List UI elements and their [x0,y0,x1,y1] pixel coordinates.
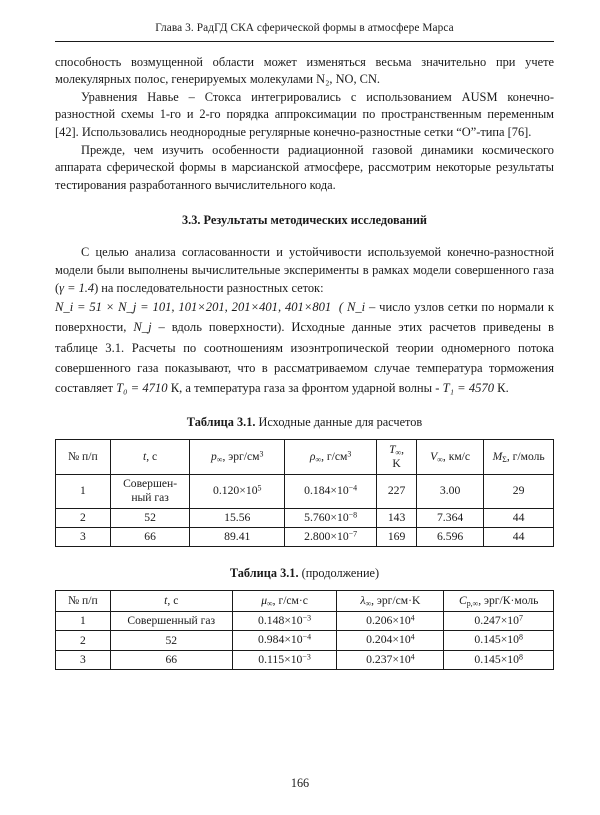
t0-unit-text: К, а температура газа за фронтом ударной волны - [170,380,440,395]
table2-col-heatcapacity-unit: , эрг/К·моль [478,594,539,608]
table2-col-conductivity-sub: ∞ [365,599,372,609]
table2-r1-viscosity [232,631,337,650]
table2-r0-viscosity [232,612,337,631]
grid-sequence-formula [55,300,331,314]
table2-r2-conductivity-exp: 4 [410,652,415,662]
table2-caption [55,566,554,581]
table-row [56,631,554,650]
table-row [56,612,554,631]
table1-caption-text: Исходные данные для расчетов [258,414,423,429]
table1-r2-density [285,527,377,546]
table2-r0-heatcapacity [444,612,554,631]
table-row [56,650,554,669]
table1-r1-pressure [190,508,285,527]
table1-col-time [110,439,190,474]
table2-col-time-unit: , с [167,594,179,608]
table1-r2-time: 66 [110,527,190,546]
table2-r2-conductivity-mantissa: 0.237×10 [366,652,411,666]
table1-r0-pressure-exp: 5 [257,483,262,493]
table1-r0-index: 1 [56,475,111,508]
paragraph-2: Уравнения Навье – Стокса интегрировались с использованием AUSM конечно-разностной схемы 1-го и 2-го порядка аппроксимации по пространственным переменным [42]. Использовались неоднородные регулярные конечно-разностные сетки “O”-типа [76]. [55,89,554,139]
table1-col-index [56,439,111,474]
table1-r0-pressure-mantissa: 0.120×10 [212,484,258,498]
table1-r1-density-mantissa: 5.760×10 [304,510,349,524]
table-row [56,508,554,527]
paragraph-3: Прежде, чем изучить особенности радиационной газовой динамики космического аппарата сферической формы в марсианской атмосфере, рассмотрим некоторые результаты тестирования разработанного вычислительного кода. [55,142,554,192]
table2-r0-conductivity [337,612,444,631]
table-row [56,475,554,508]
table2-col-conductivity [337,591,444,612]
table2-col-heatcapacity [444,591,554,612]
table2-r1-heatcapacity-mantissa: 0.145×10 [474,633,519,647]
table2-caption-label: Таблица 3.1. [229,566,299,581]
table2-col-viscosity-sym: μ [261,594,268,608]
table1-col-time-sym: t [143,450,147,464]
table2-col-conductivity-sym: λ [360,594,366,608]
ni-note-text: – число узлов сетки по нормали к поверхности, [55,300,554,335]
table2-r1-conductivity [337,631,444,650]
ni-note-open: ( N_i [338,300,366,315]
table1-r2-index: 3 [56,527,111,546]
table2-r1-viscosity-mantissa: 0.984×10 [258,633,303,647]
table2-r1-index: 2 [56,631,111,650]
table1-col-temperature-unit2: K [392,457,401,471]
table1-col-density-unit: , г/см [321,450,348,464]
table2-caption-text: (продолжение) [301,566,380,581]
table1-col-velocity [417,439,484,474]
table2-r2-conductivity [337,650,444,669]
table1-r1-velocity: 7.364 [417,508,484,527]
table1-col-temperature-sub: ∞ [395,448,402,458]
table2-r2-viscosity [232,650,337,669]
table1-r0-velocity: 3.00 [417,475,484,508]
table2-col-time [110,591,232,612]
table1-col-time-unit: , с [146,450,158,464]
table2-r2-heatcapacity [444,650,554,669]
table2-r1-heatcapacity-exp: 8 [519,633,523,643]
table2-r1-time: 52 [110,631,232,650]
table1-col-density-sub: ∞ [315,455,322,465]
table2-r2-viscosity-mantissa: 0.115×10 [258,652,303,666]
table-row [56,527,554,546]
table2-r2-heatcapacity-mantissa: 0.145×10 [474,652,519,666]
table1-caption [55,415,554,430]
paragraph-4-text-b: ) на последовательности разностных сеток: [94,280,324,295]
table2-col-conductivity-unit: , эрг/см·K [371,594,421,608]
grid-sequence-value: N_i = 51 × N_j = 101, 101×201, 201×401, 401×801 [55,300,332,315]
table2-col-heatcapacity-sub: p,∞ [466,599,479,609]
table1-col-molarmass-sym: M [492,450,503,464]
table1-col-pressure [190,439,285,474]
table-initial-data [55,439,554,547]
table1-col-pressure-sym: p [211,450,217,464]
table1-r0-density-mantissa: 0.184×10 [304,484,349,498]
table1-r2-velocity: 6.596 [417,527,484,546]
table1-r2-density-mantissa: 2.800×10 [304,529,349,543]
running-header: Глава 3. РадГД СКА сферической формы в атмосфере Марса [155,22,454,34]
table1-r1-pressure-mantissa: 15.56 [224,510,251,524]
paragraph-1: способность возмущенной области может изменяться весьма значительно при учете молекулярных полос, генерируемых молекулами N₂, NO, CN. [55,54,554,87]
table2-r0-heatcapacity-mantissa: 0.247×10 [474,614,519,628]
table1-col-pressure-sup: 3 [259,449,264,459]
table1-col-velocity-sub: ∞ [437,455,443,465]
table2-r1-conductivity-mantissa: 0.204×10 [366,633,411,647]
table1-r0-temperature: 227 [377,475,417,508]
table1-r0-time: Совершен- ный газ [110,475,190,508]
table1-col-molarmass-unit: , г/моль [506,450,545,464]
page-number: 166 [290,776,310,790]
section-title: 3.3. Результаты методических исследований [181,213,428,228]
table1-col-pressure-unit: , эрг/см [222,450,260,464]
t1-formula: T₁ = 4570 [442,380,495,395]
table1-r1-temperature: 143 [377,508,417,527]
table2-col-heatcapacity-sym: C [458,594,467,608]
table1-header-row [56,439,554,474]
table2-r0-viscosity-exp: −3 [302,613,312,623]
gamma-formula: γ = 1.4 [59,280,95,295]
table2-col-index [56,591,111,612]
nj-note-text: – вдоль поверхности). Исходные данные этих расчетов приведены в таблице 3.1. Расчеты по соотношениям изоэнтропической теории одномерного потока совершенного газа показывают, что в рассматриваемом случае температура торможения составляет [55,320,554,395]
table2-r1-heatcapacity [444,631,554,650]
table1-r0-pressure [190,475,285,508]
table1-r2-temperature: 169 [377,527,417,546]
table2-r2-time: 66 [110,650,232,669]
table1-r1-molarmass: 44 [484,508,554,527]
table2-r2-index: 3 [56,650,111,669]
table2-r1-viscosity-exp: −4 [302,633,312,643]
table1-col-temperature-sym: T [389,442,396,456]
table1-r2-density-exp: −7 [348,529,358,539]
table1-col-molarmass [484,439,554,474]
table2-r0-index: 1 [56,612,111,631]
table2-r0-conductivity-exp: 4 [410,613,415,623]
table1-r0-density [285,475,377,508]
table2-r2-viscosity-exp: −3 [302,652,311,662]
table1-col-temperature-unit: , [401,442,405,456]
table1-col-pressure-sub: ∞ [216,455,223,465]
table1-r1-density [285,508,377,527]
table1-col-index-label: № п/п [68,450,98,464]
table1-r2-pressure [190,527,285,546]
table1-r1-index: 2 [56,508,111,527]
table-initial-data-continued [55,590,554,670]
table2-header-row [56,591,554,612]
table2-col-viscosity [232,591,337,612]
table2-col-index-label: № п/п [68,594,98,608]
table2-r2-heatcapacity-exp: 8 [519,652,523,662]
table2-col-viscosity-unit: , г/см·с [272,594,308,608]
table1-r2-pressure-mantissa: 89.41 [224,529,251,543]
table1-r2-molarmass: 44 [484,527,554,546]
table1-col-density [285,439,377,474]
table2-col-viscosity-sub: ∞ [267,599,273,609]
paragraph-4-part1 [55,244,554,297]
table1-r0-density-exp: −4 [348,483,358,493]
table2-r0-viscosity-mantissa: 0.148×10 [258,614,303,628]
t0-formula: T₀ = 4710 [116,380,168,395]
table2-r0-heatcapacity-exp: 7 [519,613,523,623]
nj-symbol: N_j [133,320,152,335]
table1-col-velocity-sym: V [430,450,438,464]
paragraph-4-text-a: С целью анализа согласованности и устойчивости используемой конечно-разностной модели были выполнены вычислительные эксперименты в рамках модели совершенного газа ( [55,245,554,295]
table2-col-time-sym: t [164,594,168,608]
t1-unit-text: К. [497,380,509,395]
table1-r0-molarmass: 29 [484,475,554,508]
table1-r1-time: 52 [110,508,190,527]
header-rule [55,41,554,42]
table1-r1-density-exp: −8 [348,510,358,520]
table1-caption-label: Таблица 3.1. [186,414,256,429]
table2-r0-conductivity-mantissa: 0.206×10 [366,614,411,628]
table1-col-density-sup: 3 [347,449,352,459]
table1-col-density-sym: ρ [309,450,316,464]
table1-col-velocity-unit: , км/с [442,450,471,464]
table1-col-molarmass-sub: Σ [502,455,507,465]
table2-r1-conductivity-exp: 4 [410,633,415,643]
body-text [55,54,554,398]
table2-r0-time: Совершенный газ [110,612,232,631]
table1-col-temperature [377,439,417,474]
formula-line-grids [55,297,554,398]
